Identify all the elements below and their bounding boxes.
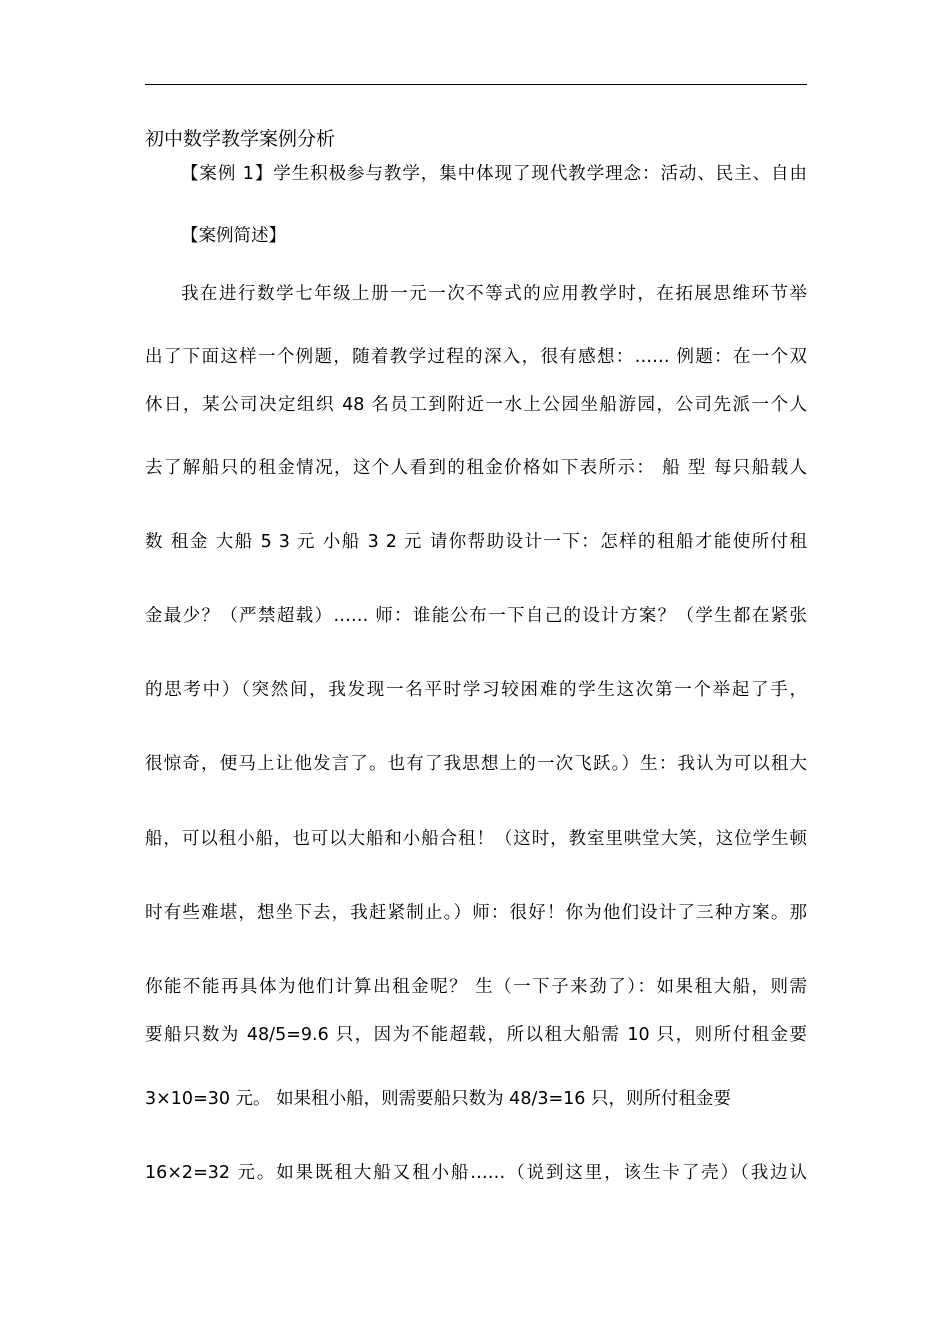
- body-line: 休日，某公司决定组织 48 名员工到附近一水上公园坐船游园，公司先派一个人: [145, 395, 807, 415]
- body-line: 金最少？（严禁超载）…… 师：谁能公布一下自己的设计方案？（学生都在紧张: [145, 606, 807, 626]
- body-line: 去了解船只的租金情况，这个人看到的租金价格如下表所示： 船 型 每只船载人: [145, 458, 807, 478]
- body-line: 要船只数为 48/5=9.6 只，因为不能超载，所以租大船需 10 只，则所付租金要: [145, 1025, 807, 1045]
- body-line: 数 租金 大船 5 3 元 小船 3 2 元 请你帮助设计一下：怎样的租船才能使所付租: [145, 532, 807, 552]
- body-line: 时有些难堪，想坐下去，我赶紧制止。）师：很好！你为他们设计了三种方案。那: [145, 903, 807, 923]
- body-line: 你能不能再具体为他们计算出租金呢？ 生（一下子来劲了）：如果租大船，则需: [145, 977, 807, 997]
- body-line: 出了下面这样一个例题，随着教学过程的深入，很有感想：…… 例题：在一个双: [145, 347, 807, 367]
- body-line: 船，可以租小船，也可以大船和小船合租！（这时，教室里哄堂大笑，这位学生顿: [145, 829, 807, 849]
- case-heading: 【案例 1】学生积极参与教学，集中体现了现代教学理念：活动、民主、自由: [181, 164, 807, 184]
- body-line: 我在进行数学七年级上册一元一次不等式的应用教学时，在拓展思维环节举: [181, 284, 807, 304]
- body-line: 很惊奇，便马上让他发言了。也有了我思想上的一次飞跃。）生：我认为可以租大: [145, 754, 807, 774]
- document-title: 初中数学教学案例分析: [145, 128, 336, 150]
- header-rule: [145, 84, 807, 85]
- body-line: 3×10=30 元。 如果租小船，则需要船只数为 48/3=16 只，则所付租金要: [145, 1089, 731, 1109]
- section-heading: 【案例简述】: [181, 226, 286, 246]
- body-line: 的思考中）（突然间，我发现一名平时学习较困难的学生这次第一个举起了手，: [145, 680, 807, 700]
- body-line: 16×2=32 元。如果既租大船又租小船……（说到这里，该生卡了壳）（我边认: [145, 1163, 807, 1183]
